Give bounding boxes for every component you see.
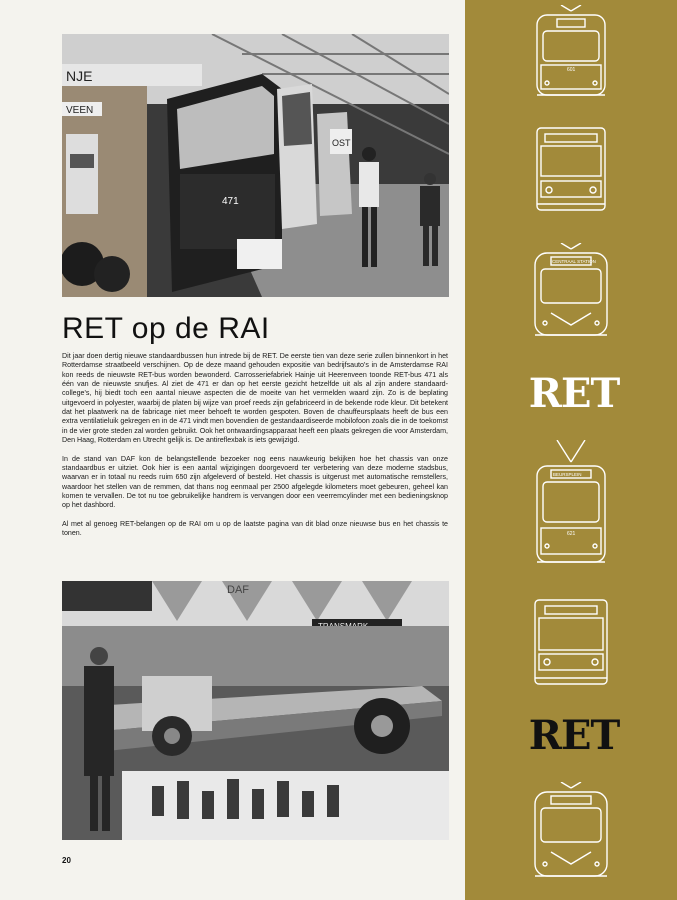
ret-logo-text: RET	[528, 370, 620, 417]
bus-front-drawing	[527, 598, 615, 688]
ret-logo-black	[479, 712, 669, 764]
tram-number: 621	[567, 531, 576, 537]
bottom-photo-daf-chassis	[62, 581, 449, 840]
tram-destination: BEURSPLEIN	[553, 472, 582, 477]
ret-logo-white	[479, 370, 669, 422]
daf-sign: DAF	[227, 584, 249, 596]
tram-front-drawing	[527, 440, 615, 570]
tram-front-drawing	[527, 5, 615, 103]
tram-front-drawing	[527, 243, 615, 345]
page-number: 20	[62, 856, 71, 865]
tram-destination: CENTRAAL STATION	[552, 259, 596, 264]
heerenveen-sign: VEEN	[66, 105, 94, 116]
stand-sign-fragment: NJE	[66, 68, 93, 84]
tram-number: 601	[567, 67, 576, 73]
ret-logo-text: RET	[528, 712, 620, 759]
tram-front-drawing	[527, 782, 615, 884]
article-body	[62, 352, 448, 539]
side-sign: OST	[332, 138, 351, 148]
article-title: RET op de RAI	[62, 312, 270, 345]
bus-number: 471	[222, 196, 239, 207]
article-paragraph: Dit jaar doen dertig nieuwe standaardbussen hun intrede bij de RET. De eerste tien van deze serie zullen binnenkort in het Rotterdamse straatbeeld verschijnen. Op de deze maand gehouden expositie van bedrijfsauto's in de Amsterdamse RAI kon reeds de nieuwste RET-bus worden bewonderd. Carrosseriefabriek Hainje uit Heerenveen toonde RET-bus 471 als één van de nieuwste snufjes. Al ziet de 471 er dan op het eerste gezicht hetzelfde uit als al zijn andere standaard-college's, hij biedt toch een aantal nieuwe aspecten die de moeite van het vermelden waard zijn. Zo is de beplating uitgevoerd in polyester, waarbij de platen bij wijze van proef reeds zijn gefabriceerd in de bekende rode kleur. Dit betekent dat het plaatwerk na de fabricage niet meer behoeft te worden gespoten. Boven de chauffeursplaats heeft de bus een extra ventilatieluik gekregen en in de 471 vindt men bovendien de gestandaardiseerde mobilofoon zoals die in de toekomst in de vier grote steden zal worden gebruikt. Ook het ontwaardingsapparaat heeft een plaats gekregen die voor Amsterdam, Den Haag, Rotterdam en Utrecht gelijk is. De antireflexbak is iets gewijzigd.	[62, 352, 448, 445]
top-photo-bus-exhibition	[62, 34, 449, 297]
bus-front-drawing	[527, 126, 615, 214]
article-paragraph: Al met al genoeg RET-belangen op de RAI om u op de laatste pagina van dit blad onze nieuwse bus en het chassis te tonen.	[62, 520, 448, 538]
article-paragraph: In de stand van DAF kon de belangstellende bezoeker nog eens nauwkeurig bekijken hoe het chassis van onze standaardbus er uitziet. Ook hier is een aantal wijzigingen doorgevoerd ter verbetering van deze moderne stadsbus, waarvan er in totaal nu reeds ruim 650 zijn afgeleverd of besteld. Het chassis is uitgerust met automatische remstellers, waardoor het stellen van de remmen, dat thans nog eenmaal per 2500 afgelegde kilometers moet gebeuren, geheel kan komen te vervallen. De tot nu toe gebruikelijke handrem is vervangen door een veerremcylinder met een bedieningsknop op het dashbord.	[62, 454, 448, 510]
